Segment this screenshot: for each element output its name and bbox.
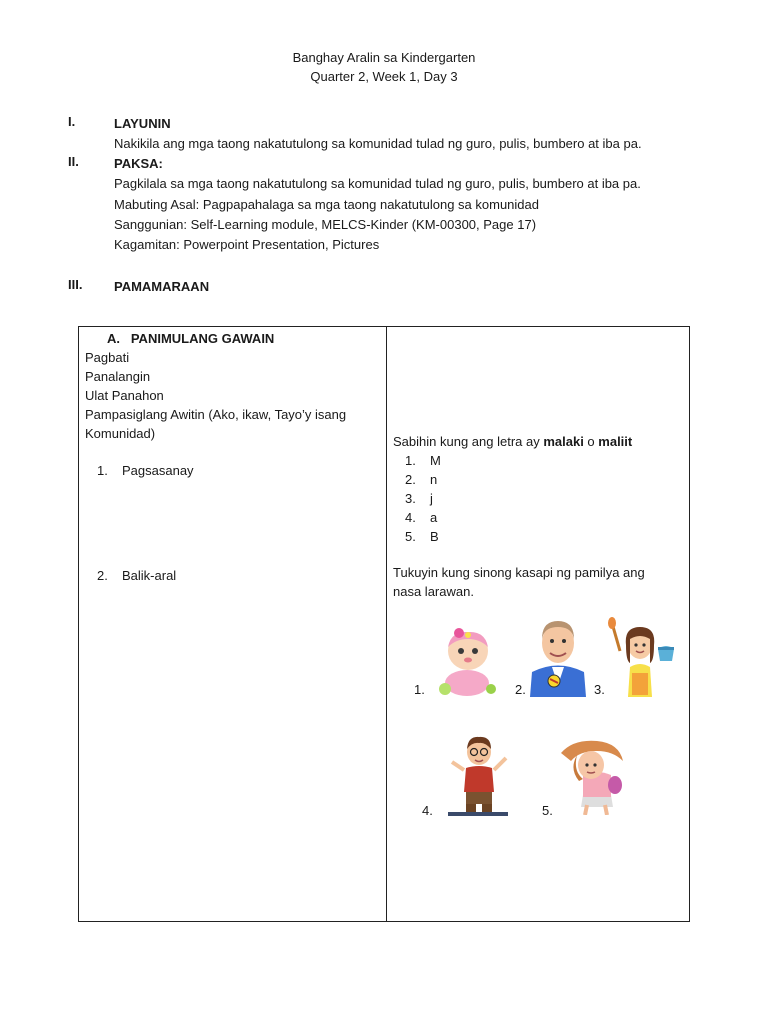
list-item: 5. B xyxy=(405,529,439,544)
section-number: II. xyxy=(68,154,79,169)
picture-label: 4. xyxy=(422,803,433,818)
letter-exercise xyxy=(393,432,693,546)
list-item: 1. Pagsasanay xyxy=(97,463,194,478)
sub-activity-list xyxy=(85,566,375,585)
mother-picture xyxy=(606,617,678,697)
activity-item: Pagbati xyxy=(85,350,130,365)
section-number: I. xyxy=(68,114,76,129)
paksa-line: Mabuting Asal: Pagpapahalaga sa mga taong nakatutulong sa komunidad xyxy=(114,196,539,212)
list-item: 2. Balik-aral xyxy=(97,568,177,583)
column-divider xyxy=(386,327,387,921)
section-text: Nakikila ang mga taong nakatutulong sa komunidad tulad ng guro, pulis, bumbero at iba pa. xyxy=(114,136,642,152)
activity-item: Panalangin xyxy=(85,369,151,384)
list-item: 3. j xyxy=(405,491,433,506)
document-subtitle: Quarter 2, Week 1, Day 3 xyxy=(310,69,458,84)
grandfather-picture xyxy=(528,617,588,697)
lesson-table xyxy=(78,326,690,922)
list-item: 4. a xyxy=(405,510,438,525)
picture-label: 1. xyxy=(414,682,425,697)
girl-picture xyxy=(553,735,635,815)
document-title: Banghay Aralin sa Kindergarten xyxy=(292,50,476,65)
left-column xyxy=(85,329,375,585)
section-number: III. xyxy=(68,277,83,292)
picture-label: 2. xyxy=(515,682,526,697)
list-item: 2. n xyxy=(405,472,438,487)
section-heading: LAYUNIN xyxy=(114,116,171,131)
baby-girl-picture xyxy=(435,627,501,699)
boy-picture xyxy=(448,732,510,818)
table-heading: A. PANIMULANG GAWAIN xyxy=(107,331,275,346)
picture-label: 3. xyxy=(594,682,605,697)
activity-item: Pampasiglang Awitin (Ako, ikaw, Tayo’y isang xyxy=(85,407,347,422)
document-header xyxy=(0,48,768,86)
sub-activity-list xyxy=(85,461,375,480)
paksa-line: Sanggunian: Self-Learning module, MELCS-Kinder (KM-00300, Page 17) xyxy=(114,216,537,232)
paksa-line: Pagkilala sa mga taong nakatutulong sa komunidad tulad ng guro, pulis, bumbero at iba pa. xyxy=(114,176,641,192)
activity-item: Komunidad) xyxy=(85,426,156,441)
section-heading: PAMAMARAAN xyxy=(114,279,210,294)
paksa-line: Kagamitan: Powerpoint Presentation, Pictures xyxy=(114,237,380,253)
letter-instruction: Sabihin kung ang letra ay malaki o maliit xyxy=(393,434,633,449)
letter-list xyxy=(393,451,693,546)
activity-item: Ulat Panahon xyxy=(85,388,164,403)
section-heading: PAKSA: xyxy=(114,156,163,171)
family-instruction: Tukuyin kung sinong kasapi ng pamilya ang nasa larawan. xyxy=(393,565,645,599)
picture-label: 5. xyxy=(542,803,553,818)
list-item: 1. M xyxy=(405,453,441,468)
